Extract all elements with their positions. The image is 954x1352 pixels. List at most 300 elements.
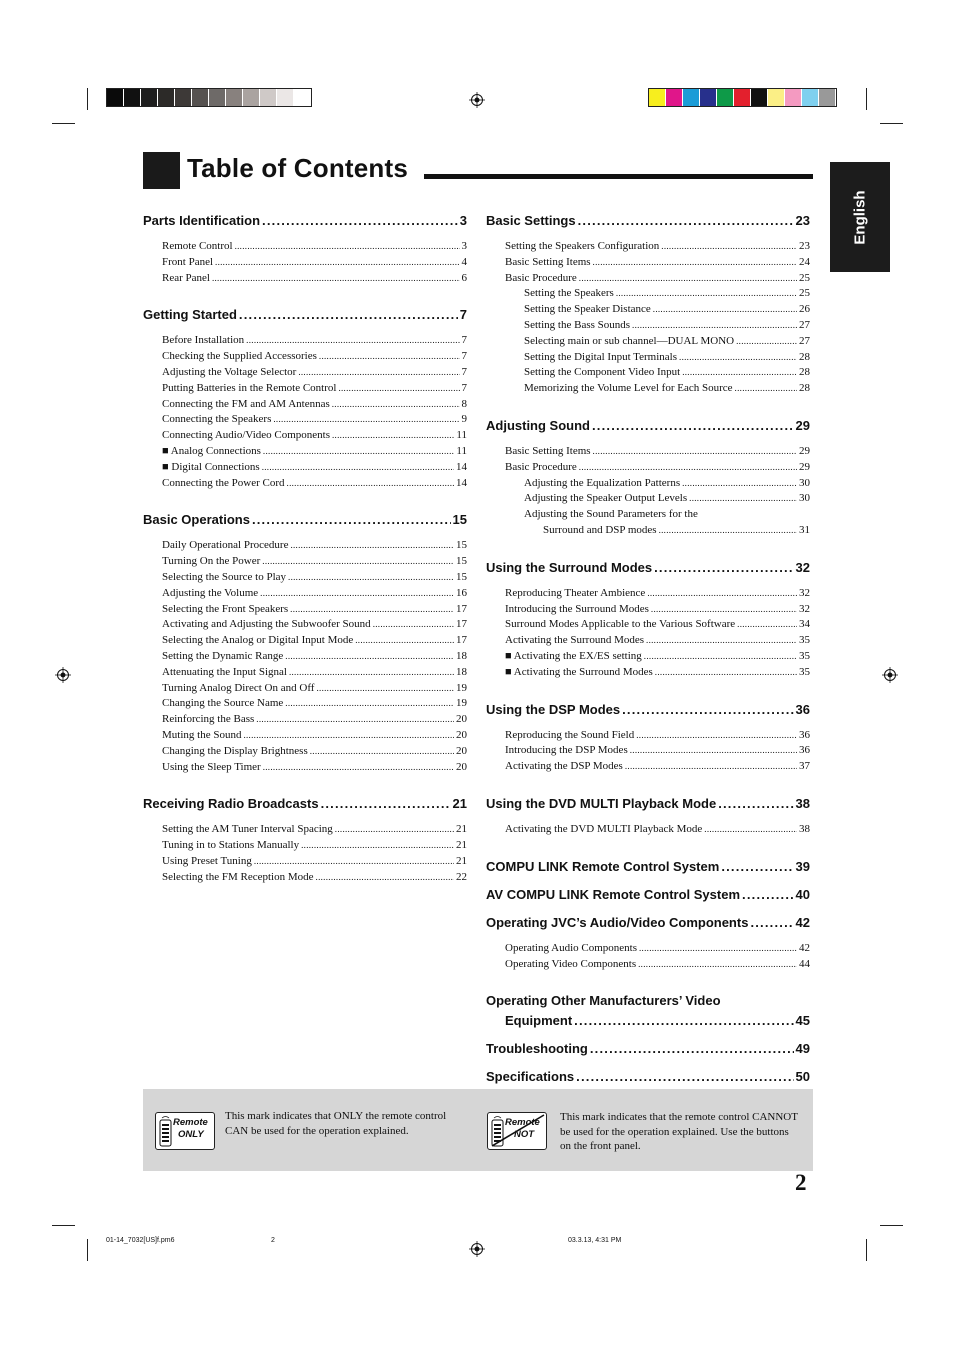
toc-page-number: 49 <box>795 1041 810 1057</box>
dot-leader <box>298 365 459 381</box>
toc-page-number: 28 <box>799 382 810 395</box>
toc-entry <box>486 318 810 334</box>
toc-page-number: 11 <box>456 444 467 457</box>
toc-entry <box>143 349 467 365</box>
dot-leader <box>235 239 460 255</box>
toc-page-number: 26 <box>799 303 810 316</box>
toc-entry <box>143 665 467 681</box>
toc-title: Operating Other Manufacturers’ Video <box>486 993 721 1009</box>
dot-leader <box>287 476 454 492</box>
toc-page-number: 18 <box>456 665 467 678</box>
toc-entry <box>486 822 810 838</box>
toc-title: Activating the DVD MULTI Playback Mode <box>505 822 703 835</box>
dot-leader <box>630 743 797 759</box>
dot-leader <box>316 681 454 697</box>
toc-page-number: 31 <box>799 523 810 536</box>
toc-title: Adjusting the Speaker Output Levels <box>524 492 688 505</box>
dot-leader <box>263 760 454 776</box>
toc-title: Adjusting Sound <box>486 417 590 433</box>
toc-page-number: 20 <box>456 760 467 773</box>
toc-entry <box>486 759 810 775</box>
toc-title: Changing the Display Brightness <box>162 744 308 757</box>
toc-title: Checking the Supplied Accessories <box>162 350 317 363</box>
toc-left-column <box>143 211 467 886</box>
color-swatch <box>209 89 226 106</box>
toc-page-number: 19 <box>456 681 467 694</box>
dot-leader <box>263 444 454 460</box>
toc-page-number: 35 <box>799 634 810 647</box>
dot-leader <box>638 957 797 973</box>
dot-leader <box>704 822 797 838</box>
dot-leader <box>578 211 794 231</box>
toc-page-number: 32 <box>795 559 810 575</box>
toc-entry <box>486 271 810 287</box>
toc-title: Memorizing the Volume Level for Each Source <box>524 382 733 395</box>
dot-leader <box>316 870 454 886</box>
toc-section-heading <box>143 794 467 814</box>
toc-entry <box>486 255 810 271</box>
toc-section-heading <box>486 416 810 436</box>
toc-title: Setting the Speakers Configuration <box>505 240 660 252</box>
toc-title: Setting the Digital Input Terminals <box>524 350 678 363</box>
color-swatch <box>124 89 141 106</box>
dot-leader <box>212 271 460 287</box>
toc-page-number: 29 <box>795 417 810 433</box>
toc-page-number: 17 <box>456 602 467 615</box>
toc-page-number: 7 <box>461 334 467 347</box>
dot-leader <box>616 286 797 302</box>
dot-leader <box>285 649 454 665</box>
dot-leader <box>260 586 454 602</box>
toc-page-number: 19 <box>456 697 467 710</box>
remote-not-icon-line2: NOT <box>514 1129 535 1140</box>
toc-entry <box>486 941 810 957</box>
dot-leader <box>355 633 454 649</box>
dot-leader <box>579 271 797 287</box>
toc-title: Remote Control <box>162 240 233 252</box>
remote-not-note-text: This mark indicates that the remote control CANNOT be used for the operation explained. Use the buttons on the front panel. <box>560 1111 798 1152</box>
toc-page-number: 21 <box>456 839 467 852</box>
toc-entry <box>143 365 467 381</box>
toc-page-number: 9 <box>461 413 467 426</box>
footer-page: 2 <box>271 1237 275 1244</box>
page-title: Table of Contents <box>187 153 409 183</box>
color-swatch <box>158 89 175 106</box>
toc-entry <box>143 649 467 665</box>
toc-page-number: 32 <box>799 586 810 599</box>
toc-section-heading <box>486 1067 810 1087</box>
color-swatch <box>819 89 836 106</box>
dot-leader <box>659 523 797 539</box>
toc-entry <box>486 239 810 255</box>
toc-title: Turning Analog Direct On and Off <box>162 681 315 694</box>
toc-entry <box>143 712 467 728</box>
toc-title: Adjusting the Volume <box>162 586 259 599</box>
dot-leader <box>215 255 459 271</box>
toc-entry <box>143 570 467 586</box>
color-swatch <box>768 89 785 106</box>
toc-title: Adjusting the Voltage Selector <box>162 365 297 378</box>
color-swatch <box>666 89 683 106</box>
dot-leader <box>590 1039 794 1059</box>
toc-title: Introducing the DSP Modes <box>505 744 628 757</box>
toc-entry <box>486 633 810 649</box>
registration-mark-icon <box>469 92 485 108</box>
crop-mark <box>87 1239 88 1261</box>
toc-entry <box>486 491 810 507</box>
dot-leader <box>290 538 454 554</box>
toc-title: Putting Batteries in the Remote Control <box>162 381 337 394</box>
toc-page-number: 30 <box>799 476 810 489</box>
toc-title: Using the Surround Modes <box>486 559 653 575</box>
crop-mark <box>52 1225 75 1226</box>
toc-page-number: 36 <box>799 728 810 741</box>
toc-title: Rear Panel <box>162 271 210 284</box>
toc-entry <box>486 743 810 759</box>
toc-title: Front Panel <box>162 255 214 268</box>
dot-leader <box>262 554 454 570</box>
toc-entry <box>143 538 467 554</box>
toc-title: Reinforcing the Bass <box>162 713 255 726</box>
toc-entry <box>143 255 467 271</box>
toc-title: Tuning in to Stations Manually <box>162 839 300 852</box>
toc-entry <box>143 381 467 397</box>
toc-entry <box>486 381 810 397</box>
toc-title: Basic Setting Items <box>505 444 591 457</box>
toc-page-number: 27 <box>799 318 810 331</box>
toc-title: Adjusting the Equalization Patterns <box>524 476 681 489</box>
toc-title: Connecting the FM and AM Antennas <box>162 397 330 410</box>
dot-leader <box>736 334 797 350</box>
color-swatch <box>751 89 768 106</box>
toc-title: Surround Modes Applicable to the Various Software <box>505 618 736 631</box>
toc-entry <box>486 649 810 665</box>
dot-leader <box>335 822 454 838</box>
toc-page-number: 38 <box>795 795 810 811</box>
title-block-icon <box>143 152 180 189</box>
toc-section-heading <box>486 857 810 877</box>
toc-entry <box>486 444 810 460</box>
toc-page-number: 22 <box>456 870 467 883</box>
color-swatch <box>277 89 294 106</box>
toc-page-number: 35 <box>799 649 810 662</box>
toc-page-number: 8 <box>461 397 467 410</box>
crop-mark <box>866 88 867 110</box>
toc-page-number: 3 <box>459 213 467 228</box>
toc-page-number: 21 <box>452 796 467 812</box>
color-swatch <box>260 89 277 106</box>
grayscale-color-bar <box>106 88 312 107</box>
toc-page-number: 3 <box>461 240 467 252</box>
toc-entry <box>486 586 810 602</box>
toc-title: Adjusting the Sound Parameters for the <box>524 508 698 521</box>
dot-leader <box>321 794 451 814</box>
toc-page-number: 40 <box>795 886 810 902</box>
toc-title: Troubleshooting <box>486 1041 588 1057</box>
toc-title: Selecting the FM Reception Mode <box>162 870 314 883</box>
language-tab <box>830 162 890 272</box>
toc-page-number: 36 <box>799 744 810 757</box>
remote-only-icon-line2: ONLY <box>178 1129 204 1140</box>
toc-title: Using Preset Tuning <box>162 854 252 867</box>
toc-title: Activating and Adjusting the Subwoofer Sound <box>162 618 371 631</box>
toc-title: Reproducing Theater Ambience <box>505 586 646 599</box>
dot-leader <box>574 1011 793 1031</box>
toc-page-number: 30 <box>799 492 810 505</box>
dot-leader <box>655 665 797 681</box>
toc-entry <box>486 302 810 318</box>
toc-page-number: 7 <box>461 381 467 394</box>
toc-entry <box>143 333 467 349</box>
toc-entry <box>143 271 467 287</box>
toc-title: Setting the Dynamic Range <box>162 649 284 662</box>
dot-leader <box>735 381 797 397</box>
toc-entry <box>143 617 467 633</box>
toc-entry <box>143 476 467 492</box>
toc-title: Using the DVD MULTI Playback Mode <box>486 795 717 811</box>
toc-title: Activating the Surround Modes <box>505 634 645 647</box>
toc-entry <box>143 870 467 886</box>
dot-leader <box>332 428 454 444</box>
toc-entry <box>143 460 467 476</box>
process-color-bar <box>648 88 837 107</box>
toc-page-number: 27 <box>799 334 810 347</box>
toc-page-number: 42 <box>799 941 810 954</box>
toc-entry <box>486 334 810 350</box>
color-swatch <box>734 89 751 106</box>
toc-title: Attenuating the Input Signal <box>162 665 287 678</box>
toc-page-number: 16 <box>456 586 467 599</box>
toc-entry <box>143 428 467 444</box>
toc-section-heading <box>486 1039 810 1059</box>
dot-leader <box>252 510 451 530</box>
remote-not-icon-line1: Remote <box>505 1117 540 1128</box>
toc-entry <box>143 822 467 838</box>
dot-leader <box>737 617 797 633</box>
toc-entry <box>143 397 467 413</box>
toc-title: Using the DSP Modes <box>486 701 621 717</box>
toc-entry <box>486 602 810 618</box>
dot-leader <box>262 211 458 231</box>
dot-leader <box>651 602 797 618</box>
toc-title: Parts Identification <box>143 213 261 228</box>
toc-title: Selecting the Source to Play <box>162 570 287 583</box>
toc-title: Surround and DSP modes <box>543 523 657 536</box>
toc-right-column <box>486 211 810 1087</box>
toc-entry <box>143 854 467 870</box>
toc-title: Operating JVC’s Audio/Video Components <box>486 914 749 930</box>
dot-leader <box>243 728 454 744</box>
toc-page-number: 29 <box>799 444 810 457</box>
crop-mark <box>866 1239 867 1261</box>
toc-page-number: 29 <box>799 460 810 473</box>
remote-only-icon-line1: Remote <box>173 1117 208 1128</box>
toc-title: ■ Analog Connections <box>162 444 261 457</box>
toc-entry <box>143 633 467 649</box>
toc-page-number: 37 <box>799 760 810 773</box>
toc-entry <box>486 665 810 681</box>
toc-page-number: 23 <box>795 213 810 228</box>
toc-page-number: 20 <box>456 713 467 726</box>
dot-leader <box>661 239 797 255</box>
dot-leader <box>593 255 797 271</box>
toc-entry <box>143 239 467 255</box>
dot-leader <box>310 744 454 760</box>
toc-entry <box>143 412 467 428</box>
toc-entry <box>486 476 810 492</box>
page-number: 2 <box>795 1170 807 1195</box>
toc-page-number: 7 <box>461 365 467 378</box>
dot-leader <box>742 885 794 905</box>
crop-mark <box>880 1225 903 1226</box>
color-swatch <box>802 89 819 106</box>
toc-section-heading <box>486 211 810 231</box>
toc-page-number: 39 <box>795 858 810 874</box>
toc-entry <box>486 523 810 539</box>
toc-title: Basic Settings <box>486 213 576 228</box>
toc-section-heading <box>143 211 467 231</box>
dot-leader <box>639 941 797 957</box>
dot-leader <box>301 838 454 854</box>
toc-entry <box>143 554 467 570</box>
registration-mark-icon <box>55 667 71 683</box>
dot-leader <box>319 349 460 365</box>
color-swatch <box>107 89 124 106</box>
toc-section-heading <box>486 1011 810 1031</box>
color-swatch <box>226 89 243 106</box>
footer-file: 01-14_7032[US]f.pm6 <box>106 1237 175 1244</box>
toc-title: Basic Operations <box>143 512 250 528</box>
cross-out-icon <box>488 1113 546 1149</box>
toc-entry <box>486 957 810 973</box>
toc-title: Activating the DSP Modes <box>505 760 623 773</box>
toc-title: Operating Audio Components <box>505 941 637 954</box>
toc-page-number: 17 <box>456 618 467 631</box>
dot-leader <box>338 381 459 397</box>
toc-section-heading <box>486 885 810 905</box>
toc-title: Setting the Component Video Input <box>524 366 681 379</box>
toc-page-number: 25 <box>799 287 810 300</box>
toc-title: Specifications <box>486 1069 575 1085</box>
toc-title: Connecting the Speakers <box>162 413 272 426</box>
dot-leader <box>592 416 794 436</box>
dot-leader <box>718 794 793 814</box>
color-swatch <box>141 89 158 106</box>
toc-title: Reproducing the Sound Field <box>505 728 635 741</box>
dot-leader <box>622 700 793 720</box>
remote-only-note-text: This mark indicates that ONLY the remote control CAN be used for the operation explained. <box>225 1110 447 1137</box>
color-swatch <box>649 89 666 106</box>
toc-entry <box>143 838 467 854</box>
toc-page-number: 21 <box>456 823 467 836</box>
dot-leader <box>636 728 797 744</box>
toc-title: Basic Procedure <box>505 460 577 473</box>
dot-leader <box>679 350 797 366</box>
dot-leader <box>288 570 454 586</box>
dot-leader <box>254 854 454 870</box>
toc-title: Introducing the Surround Modes <box>505 602 649 615</box>
dot-leader <box>273 412 459 428</box>
toc-page-number: 25 <box>799 271 810 284</box>
toc-page-number: 28 <box>799 366 810 379</box>
registration-mark-icon <box>882 667 898 683</box>
title-rule <box>424 174 813 179</box>
toc-title: Using the Sleep Timer <box>162 760 261 773</box>
toc-page-number: 15 <box>452 512 467 528</box>
remote-control-icon <box>159 1115 172 1147</box>
toc-section-heading <box>143 510 467 530</box>
dot-leader <box>644 649 797 665</box>
toc-entry <box>486 286 810 302</box>
toc-title: Setting the Bass Sounds <box>524 318 631 331</box>
dot-leader <box>285 696 454 712</box>
toc-page-number: 42 <box>795 914 810 930</box>
toc-title: Daily Operational Procedure <box>162 539 289 552</box>
color-swatch <box>294 89 311 106</box>
language-tab-label: English <box>851 189 869 245</box>
color-swatch <box>785 89 802 106</box>
toc-page-number: 34 <box>799 618 810 631</box>
toc-title: Setting the Speaker Distance <box>524 303 651 316</box>
toc-entry <box>486 507 810 523</box>
dot-leader <box>576 1067 793 1087</box>
toc-title: Basic Setting Items <box>505 255 591 268</box>
dot-leader <box>256 712 454 728</box>
toc-page-number: 35 <box>799 665 810 678</box>
toc-page-number: 45 <box>795 1013 810 1029</box>
toc-entry <box>143 760 467 776</box>
dot-leader <box>750 913 793 933</box>
dot-leader <box>689 491 797 507</box>
toc-page-number: 15 <box>456 570 467 583</box>
toc-title: Selecting main or sub channel—DUAL MONO <box>524 334 735 347</box>
dot-leader <box>625 759 797 775</box>
remote-only-icon <box>155 1112 215 1150</box>
toc-entry <box>143 696 467 712</box>
registration-mark-icon <box>469 1241 485 1257</box>
toc-section-heading <box>486 700 810 720</box>
dot-leader <box>290 602 454 618</box>
dot-leader <box>262 460 454 476</box>
dot-leader <box>646 633 797 649</box>
dot-leader <box>632 318 797 334</box>
color-swatch <box>683 89 700 106</box>
footer-timestamp: 03.3.13, 4:31 PM <box>568 1237 622 1244</box>
toc-page-number: 20 <box>456 728 467 741</box>
dot-leader <box>647 586 797 602</box>
toc-page-number: 36 <box>795 701 810 717</box>
color-swatch <box>243 89 260 106</box>
toc-page-number: 7 <box>461 350 467 363</box>
dot-leader <box>332 397 460 413</box>
crop-mark <box>880 123 903 124</box>
toc-title: ■ Activating the EX/ES setting <box>505 649 642 662</box>
toc-section-heading <box>143 305 467 325</box>
toc-entry <box>143 444 467 460</box>
color-swatch <box>700 89 717 106</box>
toc-entry <box>143 602 467 618</box>
color-swatch <box>175 89 192 106</box>
color-swatch <box>717 89 734 106</box>
toc-page-number: 38 <box>799 822 810 835</box>
dot-leader <box>239 305 458 325</box>
toc-entry <box>486 728 810 744</box>
toc-entry <box>486 617 810 633</box>
toc-title: Selecting the Front Speakers <box>162 602 289 615</box>
toc-page-number: 17 <box>456 634 467 647</box>
toc-title: Connecting the Power Cord <box>162 476 285 489</box>
crop-mark <box>52 123 75 124</box>
